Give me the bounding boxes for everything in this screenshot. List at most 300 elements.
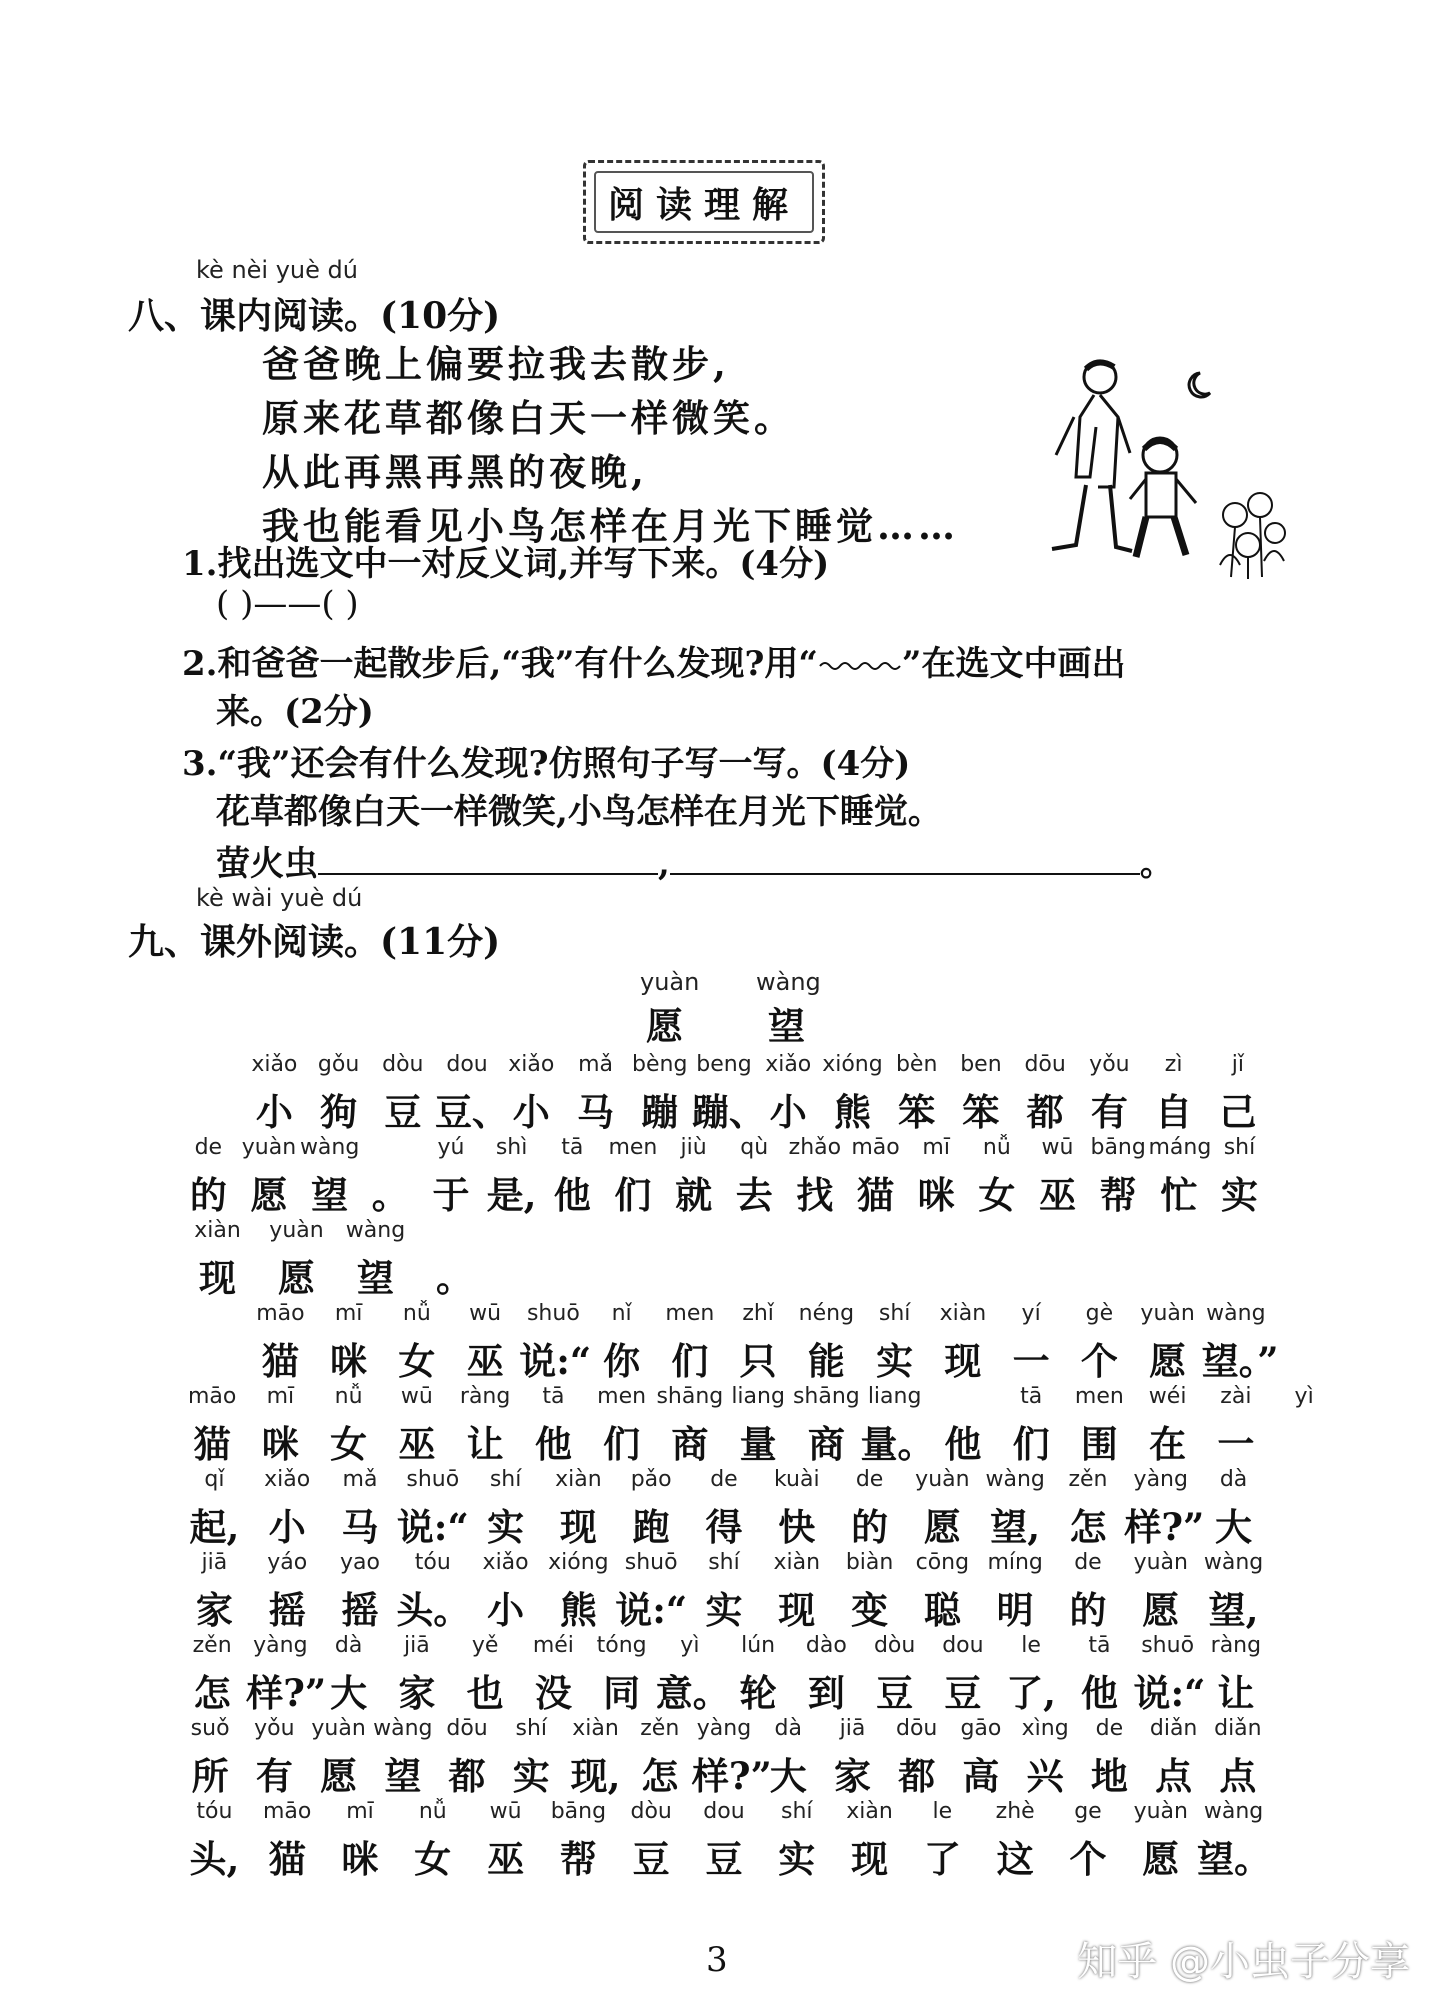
pinyin-syllable: zhǎo [788, 1135, 842, 1160]
pinyin-syllable: zěn [640, 1716, 680, 1741]
pinyin-syllable: xìng [1021, 1716, 1069, 1741]
pinyin-syllable: yì [1294, 1384, 1314, 1409]
pinyin-row [178, 1052, 1270, 1082]
pinyin-syllable: shuō [1141, 1633, 1195, 1658]
hanzi-char: 们 [671, 1339, 709, 1383]
hanzi-row [178, 1663, 1270, 1715]
pinyin-syllable: yǒu [254, 1716, 295, 1741]
pinyin-syllable: dào [805, 1633, 847, 1658]
hanzi-char: 巫 [1039, 1173, 1077, 1217]
pinyin-syllable: mī [266, 1384, 295, 1409]
pinyin-syllable: le [932, 1799, 953, 1824]
hanzi-char: 也 [466, 1671, 504, 1715]
pinyin-syllable: men [1074, 1384, 1124, 1409]
pinyin-syllable: suǒ [190, 1716, 230, 1741]
hanzi-char: 熊 [559, 1588, 597, 1632]
pinyin-syllable: xióng [548, 1550, 609, 1575]
hanzi-char: 都 [1026, 1090, 1064, 1134]
hanzi-char: 个 [1069, 1837, 1107, 1881]
hanzi-char: 帮 [559, 1837, 597, 1881]
pinyin-syllable: tā [1020, 1384, 1043, 1409]
pinyin-syllable: dou [446, 1052, 488, 1077]
hanzi-char: 女 [330, 1422, 368, 1466]
hanzi-char: 这 [996, 1837, 1034, 1881]
pinyin-syllable: gǒu [317, 1052, 360, 1077]
section8-title: 八、课内阅读。(10分) [128, 295, 501, 337]
hanzi-char: 己 [1219, 1090, 1257, 1134]
section8-pinyin: kè nèi yuè dú [196, 256, 358, 284]
pinyin-syllable: míng [987, 1550, 1043, 1575]
pinyin-syllable: diǎn [1149, 1716, 1198, 1741]
hanzi-char: 巫 [398, 1422, 436, 1466]
pinyin-syllable: tā [542, 1384, 565, 1409]
pinyin-syllable: lún [741, 1633, 776, 1658]
story-title-pinyin-2: wàng [756, 968, 821, 996]
q3-answer-line [216, 836, 1174, 885]
pinyin-syllable: yuàn [311, 1716, 366, 1741]
pinyin-syllable: wàng [345, 1218, 406, 1243]
pinyin-syllable: xiàn [939, 1301, 987, 1326]
pinyin-syllable: nǚ [334, 1384, 363, 1409]
hanzi-char: 的 [851, 1505, 889, 1549]
q3-example: 花草都像白天一样微笑,小鸟怎样在月光下睡觉。 [216, 792, 942, 832]
pinyin-syllable [178, 1052, 242, 1082]
hanzi-row [178, 1331, 1279, 1383]
hanzi-char [178, 1331, 246, 1379]
pinyin-syllable: yuàn [1140, 1301, 1195, 1326]
hanzi-char: 样?” [246, 1671, 327, 1715]
pinyin-syllable: yuàn [269, 1218, 324, 1243]
pinyin-syllable: máng [1148, 1135, 1212, 1160]
hanzi-char: 商 [671, 1422, 709, 1466]
pinyin-syllable: qù [740, 1135, 769, 1160]
pinyin-syllable: dòu [873, 1633, 916, 1658]
pinyin-syllable: yì [680, 1633, 700, 1658]
hanzi-char: 聪 [923, 1588, 961, 1632]
hanzi-char: 咪 [330, 1339, 368, 1383]
q3-blank-2[interactable] [670, 843, 1140, 875]
hanzi-char: 。 [371, 1173, 409, 1217]
pinyin-syllable: yáo [267, 1550, 308, 1575]
pinyin-syllable: yao [340, 1550, 380, 1575]
pinyin-syllable: kuài [773, 1467, 820, 1492]
hanzi-char: 猫 [193, 1422, 231, 1466]
q3-text: 3.“我”还会有什么发现?仿照句子写一写。(4分) [182, 744, 911, 784]
hanzi-char: 点 [1219, 1754, 1257, 1798]
hanzi-char: 豆、 [434, 1090, 509, 1134]
pinyin-syllable: bāng [1090, 1135, 1146, 1160]
hanzi-char: 地 [1090, 1754, 1128, 1798]
hanzi-char: 头, [189, 1837, 240, 1881]
hanzi-char: 怎 [1069, 1505, 1107, 1549]
pinyin-syllable: shì [495, 1135, 528, 1160]
hanzi-char: 蹦 [641, 1090, 679, 1134]
hanzi-char: 商 [807, 1422, 845, 1466]
hanzi-char: 愿 [1149, 1339, 1187, 1383]
pinyin-syllable: xiàn [555, 1467, 602, 1492]
hanzi-char: 望 [357, 1256, 394, 1300]
hanzi-char: 怎 [641, 1754, 679, 1798]
hanzi-char: 现 [944, 1339, 982, 1383]
pinyin-syllable: mī [334, 1301, 363, 1326]
pinyin-syllable: yàng [696, 1716, 752, 1741]
pinyin-syllable: de [710, 1467, 738, 1492]
pinyin-syllable: pǎo [630, 1467, 672, 1492]
hanzi-char: 们 [603, 1422, 641, 1466]
hanzi-char: 变 [851, 1588, 889, 1632]
pinyin-syllable: wéi [1148, 1384, 1187, 1409]
hanzi-char: 豆 [944, 1671, 982, 1715]
hanzi-char: 摇 [268, 1588, 306, 1632]
q2-text-b: ”在选文中画出 [901, 644, 1126, 684]
pinyin-syllable: bèn [895, 1052, 938, 1077]
pinyin-syllable: qǐ [204, 1467, 225, 1492]
pinyin-syllable: yuàn [915, 1467, 970, 1492]
pinyin-syllable: tā [1088, 1633, 1111, 1658]
hanzi-char: 量。 [860, 1422, 935, 1466]
hanzi-row [178, 1580, 1270, 1632]
pinyin-syllable: dou [942, 1633, 984, 1658]
hanzi-char: 一 [1217, 1422, 1255, 1466]
hanzi-char: 于 [432, 1173, 470, 1217]
hanzi-char: 女 [398, 1339, 436, 1383]
pinyin-syllable: wàng [299, 1135, 360, 1160]
hanzi-char: 你 [603, 1339, 641, 1383]
hanzi-char: 猫 [261, 1339, 299, 1383]
hanzi-char: 咪 [917, 1173, 955, 1217]
father-son-illustration [1050, 355, 1290, 585]
hanzi-char: 说:“ [519, 1339, 592, 1383]
pinyin-syllable: gè [1085, 1301, 1114, 1326]
pinyin-syllable: māo [851, 1135, 900, 1160]
hanzi-char: 点 [1155, 1754, 1193, 1798]
pinyin-syllable: diǎn [1214, 1716, 1262, 1741]
pinyin-row [178, 1218, 494, 1248]
pinyin-row [178, 1384, 1338, 1414]
pinyin-syllable: yí [1021, 1301, 1041, 1326]
pinyin-syllable: bèng [632, 1052, 688, 1077]
pinyin-syllable: wū [1041, 1135, 1074, 1160]
pinyin-syllable: biàn [845, 1550, 894, 1575]
hanzi-char: 有 [255, 1754, 293, 1798]
pinyin-syllable: de [194, 1135, 223, 1160]
hanzi-char: 起, [189, 1505, 240, 1549]
pinyin-syllable: liang [867, 1384, 922, 1409]
pinyin-syllable: shuō [526, 1301, 580, 1326]
pinyin-syllable: shí [708, 1550, 740, 1575]
pinyin-syllable: xiǎo [482, 1550, 529, 1575]
section9-pinyin: kè wài yuè dú [196, 884, 363, 912]
pinyin-syllable: wū [489, 1799, 522, 1824]
pinyin-syllable: māo [256, 1301, 305, 1326]
hanzi-row [178, 1165, 1270, 1217]
pinyin-syllable: tóu [196, 1799, 233, 1824]
hanzi-row [178, 1414, 1270, 1466]
hanzi-char: 实 [512, 1754, 550, 1798]
hanzi-char: 猫 [857, 1173, 895, 1217]
hanzi-char: 都 [448, 1754, 486, 1798]
hanzi-char: 家 [398, 1671, 436, 1715]
moon-icon [1189, 373, 1210, 397]
hanzi-char: 让 [1217, 1671, 1255, 1715]
hanzi-char: 望, [990, 1505, 1041, 1549]
pinyin-syllable [360, 1135, 421, 1165]
hanzi-char: 高 [962, 1754, 1000, 1798]
pinyin-syllable: mī [346, 1799, 374, 1824]
pinyin-syllable: yú [437, 1135, 465, 1160]
pinyin-syllable [929, 1384, 997, 1414]
hanzi-char: 女 [414, 1837, 452, 1881]
pinyin-syllable: zài [1220, 1384, 1252, 1409]
pinyin-syllable: men [665, 1301, 715, 1326]
watermark: 知乎 @小虫子分享 [1077, 1939, 1410, 1985]
pinyin-syllable: bāng [550, 1799, 607, 1824]
hanzi-char: 咪 [341, 1837, 379, 1881]
pinyin-syllable: yuàn [1133, 1550, 1188, 1575]
hanzi-char: 到 [807, 1671, 845, 1715]
pinyin-syllable: wàng [985, 1467, 1045, 1492]
hanzi-char: 实 [487, 1505, 525, 1549]
pinyin-syllable: beng [696, 1052, 752, 1077]
pinyin-syllable: nǚ [982, 1135, 1011, 1160]
pinyin-syllable: méi [532, 1633, 574, 1658]
hanzi-char: 样?” [1124, 1505, 1205, 1549]
hanzi-char: 现 [778, 1588, 816, 1632]
hanzi-char: 忙 [1160, 1173, 1198, 1217]
pinyin-syllable: wū [400, 1384, 433, 1409]
hanzi-char: 实 [705, 1588, 743, 1632]
hanzi-char: 意。 [655, 1671, 730, 1715]
pinyin-row [178, 1550, 1270, 1580]
poem-line-4: 我也能看见小鸟怎样在月光下睡觉…… [262, 504, 959, 548]
poem-line-1: 爸爸晚上偏要拉我去散步, [262, 342, 730, 386]
pinyin-syllable: zì [1164, 1052, 1183, 1077]
hanzi-char: 得 [705, 1505, 743, 1549]
hanzi-char: 了, [1006, 1671, 1057, 1715]
hanzi-char: 他 [553, 1173, 591, 1217]
hanzi-char: 他 [944, 1422, 982, 1466]
page-number: 3 [706, 1940, 728, 1980]
hanzi-char: 愿 [1142, 1837, 1180, 1881]
hanzi-char: 小 [512, 1090, 550, 1134]
pinyin-syllable: shí [781, 1799, 813, 1824]
q1-text: 1.找出选文中一对反义词,并写下来。(4分) [182, 544, 830, 584]
story-title-pinyin-1: yuàn [640, 968, 700, 996]
hanzi-char: 豆 [705, 1837, 743, 1881]
pinyin-syllable: jǐ [1231, 1052, 1244, 1077]
pinyin-syllable: shuō [406, 1467, 460, 1492]
hanzi-row [178, 1829, 1272, 1881]
hanzi-char: 愿 [250, 1173, 288, 1217]
section9-title: 九、课外阅读。(11分) [128, 921, 501, 963]
pinyin-syllable: xiǎo [264, 1467, 311, 1492]
hanzi-char: 自 [1155, 1090, 1193, 1134]
pinyin-syllable: ràng [1210, 1633, 1262, 1658]
hanzi-char: 现 [559, 1505, 597, 1549]
hanzi-row [178, 1248, 494, 1300]
hanzi-char: 怎 [193, 1671, 231, 1715]
hanzi-char: 能 [807, 1339, 845, 1383]
q2-text-c: 来。(2分) [216, 692, 374, 732]
pinyin-syllable: māo [187, 1384, 237, 1409]
pinyin-syllable: yě [471, 1633, 499, 1658]
hanzi-char: 有 [1090, 1090, 1128, 1134]
pinyin-syllable: jiā [201, 1550, 228, 1575]
hanzi-char: 小 [769, 1090, 807, 1134]
pinyin-syllable: māo [263, 1799, 312, 1824]
pinyin-syllable: dà [774, 1716, 802, 1741]
pinyin-syllable: dòu [382, 1052, 424, 1077]
pinyin-syllable: wàng [1206, 1301, 1266, 1326]
hanzi-char: 他 [1080, 1671, 1118, 1715]
hanzi-char: 量 [739, 1422, 777, 1466]
pinyin-syllable: jiā [404, 1633, 430, 1658]
hanzi-char: 熊 [833, 1090, 871, 1134]
q2-text [182, 636, 1125, 685]
pinyin-syllable: yǒu [1089, 1052, 1130, 1077]
hanzi-char: 们 [614, 1173, 652, 1217]
hanzi-char: 明 [996, 1588, 1034, 1632]
hanzi-char: 是, [486, 1173, 537, 1217]
hanzi-char: 兴 [1026, 1754, 1064, 1798]
hanzi-char: 。 [436, 1256, 473, 1300]
hanzi-char: 样?” [691, 1754, 772, 1798]
pinyin-syllable: men [597, 1384, 647, 1409]
hanzi-char: 愿 [278, 1256, 315, 1300]
pinyin-row [178, 1716, 1270, 1746]
q3-blank-1[interactable] [318, 843, 658, 875]
pinyin-syllable: de [855, 1467, 884, 1492]
story-title-char-1: 愿 [646, 1004, 687, 1048]
pinyin-syllable: xiàn [194, 1218, 241, 1243]
hanzi-char: 个 [1080, 1339, 1118, 1383]
pinyin-syllable: yuàn [1133, 1799, 1188, 1824]
hanzi-char: 去 [735, 1173, 773, 1217]
hanzi-char: 所 [191, 1754, 229, 1798]
pinyin-syllable: dà [1219, 1467, 1248, 1492]
hanzi-char: 狗 [320, 1090, 358, 1134]
hanzi-char: 轮 [739, 1671, 777, 1715]
pinyin-row [178, 1633, 1270, 1663]
pinyin-syllable: jiā [839, 1716, 866, 1741]
pinyin-syllable: dòu [630, 1799, 672, 1824]
hanzi-char: 马 [577, 1090, 615, 1134]
hanzi-char: 愿 [320, 1754, 358, 1798]
pinyin-syllable: wàng [373, 1716, 433, 1741]
hanzi-char: 豆 [384, 1090, 422, 1134]
pinyin-syllable: shí [878, 1301, 911, 1326]
hanzi-char: 的 [1069, 1588, 1107, 1632]
hanzi-char: 蹦、 [691, 1090, 766, 1134]
hanzi-char: 豆 [876, 1671, 914, 1715]
pinyin-syllable: zěn [1068, 1467, 1108, 1492]
hanzi-char: 一 [1012, 1339, 1050, 1383]
hanzi-char: 找 [796, 1173, 834, 1217]
pinyin-syllable: mī [922, 1135, 950, 1160]
q1-answer-blank[interactable]: ( )——( ) [216, 584, 359, 624]
hanzi-char: 家 [833, 1754, 871, 1798]
hanzi-char: 跑 [632, 1505, 670, 1549]
hanzi-char: 马 [341, 1505, 379, 1549]
hanzi-char: 豆 [632, 1837, 670, 1881]
pinyin-row [178, 1467, 1270, 1497]
hanzi-char: 他 [534, 1422, 572, 1466]
pinyin-syllable: zhǐ [742, 1301, 774, 1326]
hanzi-char: 笨 [962, 1090, 1000, 1134]
hanzi-char: 的 [189, 1173, 227, 1217]
hanzi-char: 望, [1208, 1588, 1259, 1632]
hanzi-char: 愿 [923, 1505, 961, 1549]
hanzi-char: 说:“ [396, 1505, 469, 1549]
pinyin-syllable: tóng [596, 1633, 647, 1658]
pinyin-syllable: liang [731, 1384, 785, 1409]
hanzi-char: 说:“ [1133, 1671, 1206, 1715]
hanzi-char: 了 [923, 1837, 961, 1881]
pinyin-syllable: xiǎo [251, 1052, 298, 1077]
wavy-underline-icon [818, 659, 902, 673]
hanzi-char: 愿 [1142, 1588, 1180, 1632]
pinyin-syllable: xióng [822, 1052, 883, 1077]
pinyin-syllable: zěn [192, 1633, 232, 1658]
hanzi-char: 现, [570, 1754, 621, 1798]
hanzi-char: 大 [1215, 1505, 1253, 1549]
section-banner [583, 160, 825, 244]
pinyin-syllable: shāng [792, 1384, 860, 1409]
pinyin-syllable: yàng [1133, 1467, 1188, 1492]
pinyin-syllable: nǚ [418, 1799, 447, 1824]
hanzi-char: 就 [675, 1173, 713, 1217]
poem-line-2: 原来花草都像白天一样微笑。 [262, 396, 795, 440]
hanzi-char: 小 [268, 1505, 306, 1549]
hanzi-char: 大 [330, 1671, 368, 1715]
hanzi-char [178, 1082, 242, 1130]
q2-text-a: 2.和爸爸一起散步后,“我”有什么发现?用“ [182, 644, 818, 684]
pinyin-syllable: néng [798, 1301, 855, 1326]
hanzi-char: 大 [769, 1754, 807, 1798]
pinyin-syllable: xiǎo [508, 1052, 555, 1077]
pinyin-syllable: ràng [459, 1384, 511, 1409]
hanzi-char: 巫 [487, 1837, 525, 1881]
pinyin-syllable: dou [703, 1799, 745, 1824]
hanzi-char: 望。 [1197, 1837, 1272, 1881]
pinyin-syllable: mǎ [342, 1467, 378, 1492]
hanzi-char: 只 [739, 1339, 777, 1383]
pinyin-syllable: dōu [896, 1716, 938, 1741]
pinyin-syllable: shí [515, 1716, 548, 1741]
banner-title: 阅读理解 [607, 183, 800, 226]
hanzi-char: 实 [1220, 1173, 1258, 1217]
hanzi-char: 说:“ [615, 1588, 688, 1632]
hanzi-char: 望 [311, 1173, 349, 1217]
hanzi-char: 都 [898, 1754, 936, 1798]
pinyin-syllable: men [608, 1135, 658, 1160]
pinyin-syllable: ben [960, 1052, 1002, 1077]
hanzi-char: 同 [603, 1671, 641, 1715]
pinyin-syllable: nǐ [611, 1301, 632, 1326]
hanzi-char: 家 [195, 1588, 233, 1632]
hanzi-char: 女 [978, 1173, 1016, 1217]
hanzi-char: 小 [487, 1588, 525, 1632]
hanzi-char: 望。” [1201, 1339, 1279, 1383]
pinyin-syllable: xiàn [846, 1799, 893, 1824]
pinyin-syllable [415, 1218, 494, 1248]
pinyin-syllable: gāo [960, 1716, 1002, 1741]
hanzi-char: 快 [778, 1505, 816, 1549]
pinyin-syllable: de [1095, 1716, 1124, 1741]
pinyin-syllable: wū [469, 1301, 502, 1326]
hanzi-char: 实 [876, 1339, 914, 1383]
hanzi-row [178, 1746, 1270, 1798]
